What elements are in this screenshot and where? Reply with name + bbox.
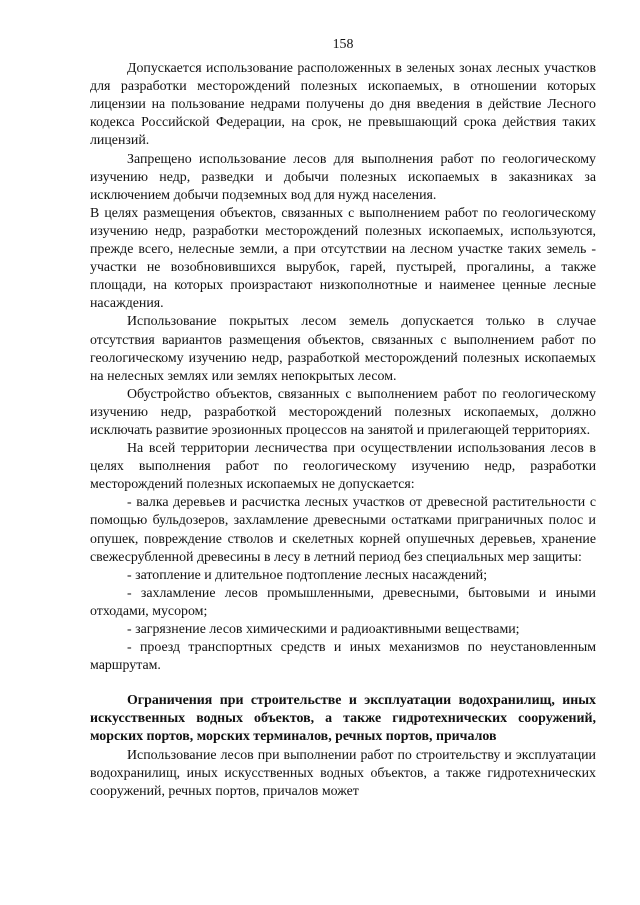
paragraph-prohibitions-intro: На всей территории лесничества при осуществлении использования лесов в целях выполнения работ по геологическому изучению недр, разработки месторождений полезных ископаемых не допускается: [90, 441, 596, 493]
list-item: - захламление лесов промышленными, древесными, бытовыми и иными отходами, мусором; [90, 585, 596, 619]
paragraph-forested-lands: Использование покрытых лесом земель допускается только в случае отсутствия вариантов размещения объектов, связанных с выполнением работ по геологическому изучению недр, разработкой месторождений полезных ископаемых на нелесных землях или землях непокрытых лесом. [90, 314, 596, 384]
paragraph-reservoirs: Использование лесов при выполнении работ по строительству и эксплуатации водохранилищ, иных искусственных водных объектов, а также гидротехнических сооружений, речных портов, причалов может [90, 747, 596, 799]
section-heading: Ограничения при строительстве и эксплуатации водохранилищ, иных искусственных водных объектов, а также гидротехнических сооружений, морских портов, морских терминалов, речных портов, причалов [90, 693, 596, 745]
paragraph-green-zones: Допускается использование расположенных в зеленых зонах лесных участков для разработки месторождений полезных ископаемых, в отношении которых лицензии на пользование недрами получены до дня введения в действие Лесного кодекса Российской Федерации, на срок, не превышающий срока действия таких лицензий. [90, 61, 596, 149]
list-item: - проезд транспортных средств и иных механизмов по неустановленным маршрутам. [90, 640, 596, 674]
list-item: - валка деревьев и расчистка лесных участков от древесной растительности с помощью бульдозеров, захламление древесными остатками приграничных полос и опушек, повреждение стволов и скелетных корней опушечных деревьев, хранение свежесрубленной древесины в лесу в летний период без специальных мер защиты: [90, 495, 596, 565]
paragraph-reserves-ban: Запрещено использование лесов для выполнения работ по геологическому изучению недр, разведки и добычи полезных ископаемых в заказниках за исключением добычи подземных вод для нужд населения. [90, 151, 596, 203]
paragraph-erosion: Обустройство объектов, связанных с выполнением работ по геологическому изучению недр, разработкой месторождений полезных ископаемых, должно исключать развитие эрозионных процессов на занятой и прилегающей территориях. [90, 386, 596, 438]
list-item: - загрязнение лесов химическими и радиоактивными веществами; [127, 622, 520, 637]
document-page [90, 36, 596, 801]
list-item: - затопление и длительное подтопление лесных насаждений; [127, 567, 488, 583]
paragraph-placement-lands: В целях размещения объектов, связанных с выполнением работ по геологическому изучению недр, разработки месторождений полезных ископаемых, используются, прежде всего, нелесные земли, а при отсутствии на лесном участке таких земель - участки не возобновившихся вырубок, гарей, пустырей, прогалины, а также площади, на которых произрастают низкополнотные и наименее ценные лесные насаждения. [90, 205, 596, 312]
page-number: 158 [332, 37, 354, 52]
